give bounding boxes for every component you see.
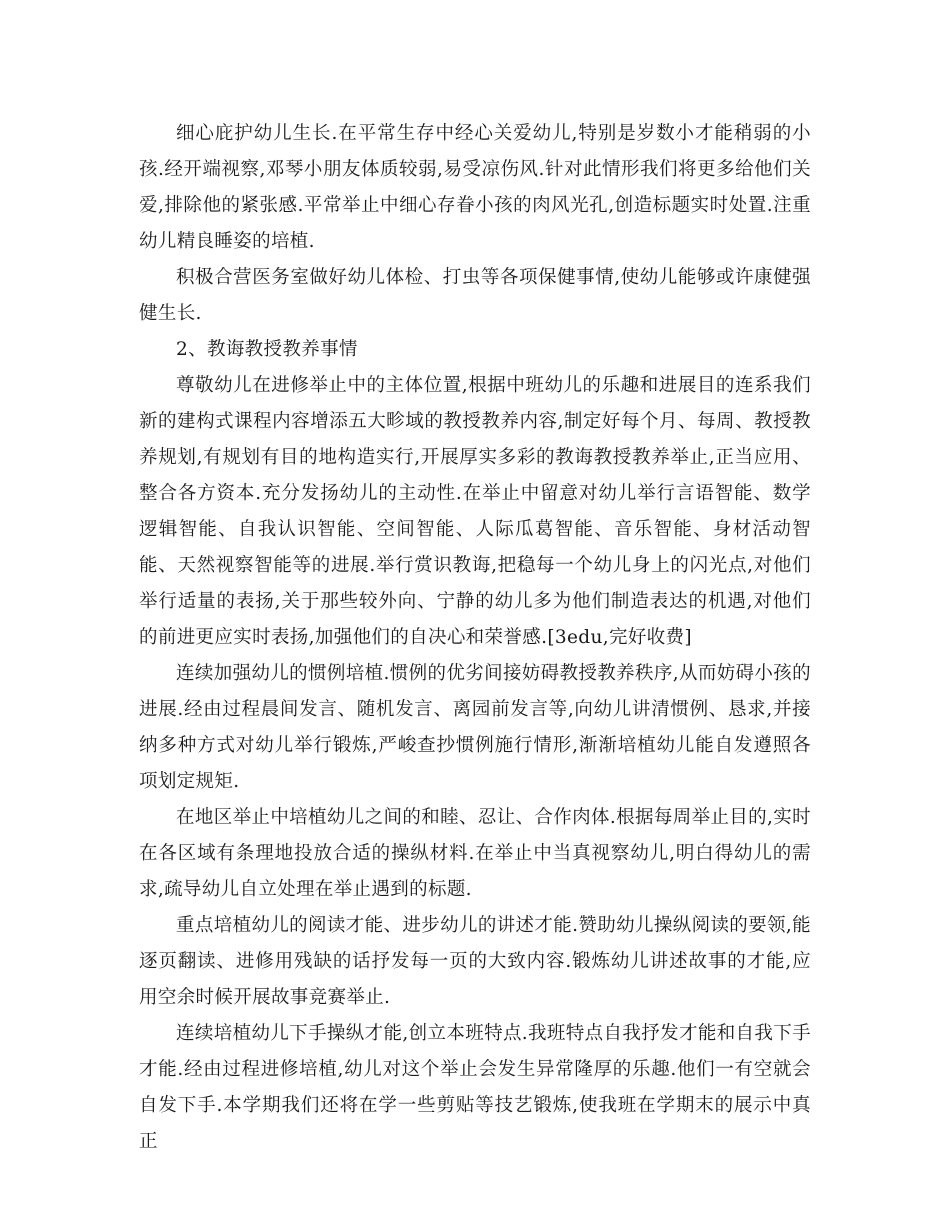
document-body [139, 116, 811, 1160]
paragraph-area-activities: 在地区举止中培植幼儿之间的和睦、忍让、合作肉体.根据每周举止目的,实时在各区域有条理地投放合适的操纵材料.在举止中当真视察幼儿,明白得幼儿的需求,疏导幼儿自立处理在举止遇到的标题. [139, 807, 811, 900]
paragraph-reading-ability: 重点培植幼儿的阅读才能、进步幼儿的讲述才能.赞助幼儿操纵阅读的要领,能逐页翻读、进修用残缺的话抒发每一页的大致内容.锻炼幼儿讲述故事的才能,应用空余时候开展故事竞赛举止. [139, 915, 811, 1008]
paragraph-health-care: 积极合营医务室做好幼儿体检、打虫等各项保健事情,使幼儿能够或许康健强健生长. [139, 267, 811, 324]
paragraph-routine-training: 连续加强幼儿的惯例培植.惯例的优劣间接妨碍教授教养秩序,从而妨碍小孩的进展.经由过程晨间发言、随机发言、离园前发言等,向幼儿讲清惯例、恳求,并接纳多种方式对幼儿举行锻炼,严峻查抄惯例施行情形,渐渐培植幼儿能自发遵照各项划定规矩. [139, 663, 811, 792]
paragraph-hands-on-ability: 连续培植幼儿下手操纵才能,创立本班特点.我班特点自我抒发才能和自我下手才能.经由过程进修培植,幼儿对这个举止会发生异常隆厚的乐趣.他们一有空就会自发下手.本学期我们还将在学一些剪贴等技艺锻炼,使我班在学期末的展示中真正 [139, 1023, 811, 1152]
paragraph-curriculum: 尊敬幼儿在进修举止中的主体位置,根据中班幼儿的乐趣和进展目的连系我们新的建构式课程内容增添五大畛域的教授教养内容,制定好每个月、每周、教授教养规划,有规划有目的地构造实行,开展厚实多彩的教诲教授教养举止,正当应用、整合各方资本.充分发扬幼儿的主动性.在举止中留意对幼儿举行言语智能、数学逻辑智能、自我认识智能、空间智能、人际瓜葛智能、音乐智能、身材活动智能、天然视察智能等的进展.举行赏识教诲,把稳每一个幼儿身上的闪光点,对他们举行适量的表扬,关于那些较外向、宁静的幼儿多为他们制造表达的机遇,对他们的前进更应实时表扬,加强他们的自决心和荣誉感.[3edu,完好收费] [139, 375, 811, 648]
paragraph-child-care: 细心庇护幼儿生长.在平常生存中经心关爱幼儿,特别是岁数小才能稍弱的小孩.经开端视察,邓琴小朋友体质较弱,易受凉伤风.针对此情形我们将更多给他们关爱,排除他的紧张感.平常举止中细心存眷小孩的肉风光孔,创造标题实时处置.注重幼儿精良睡姿的培植. [139, 123, 811, 252]
section-heading-teaching: 2、教诲教授教养事情 [176, 339, 358, 360]
